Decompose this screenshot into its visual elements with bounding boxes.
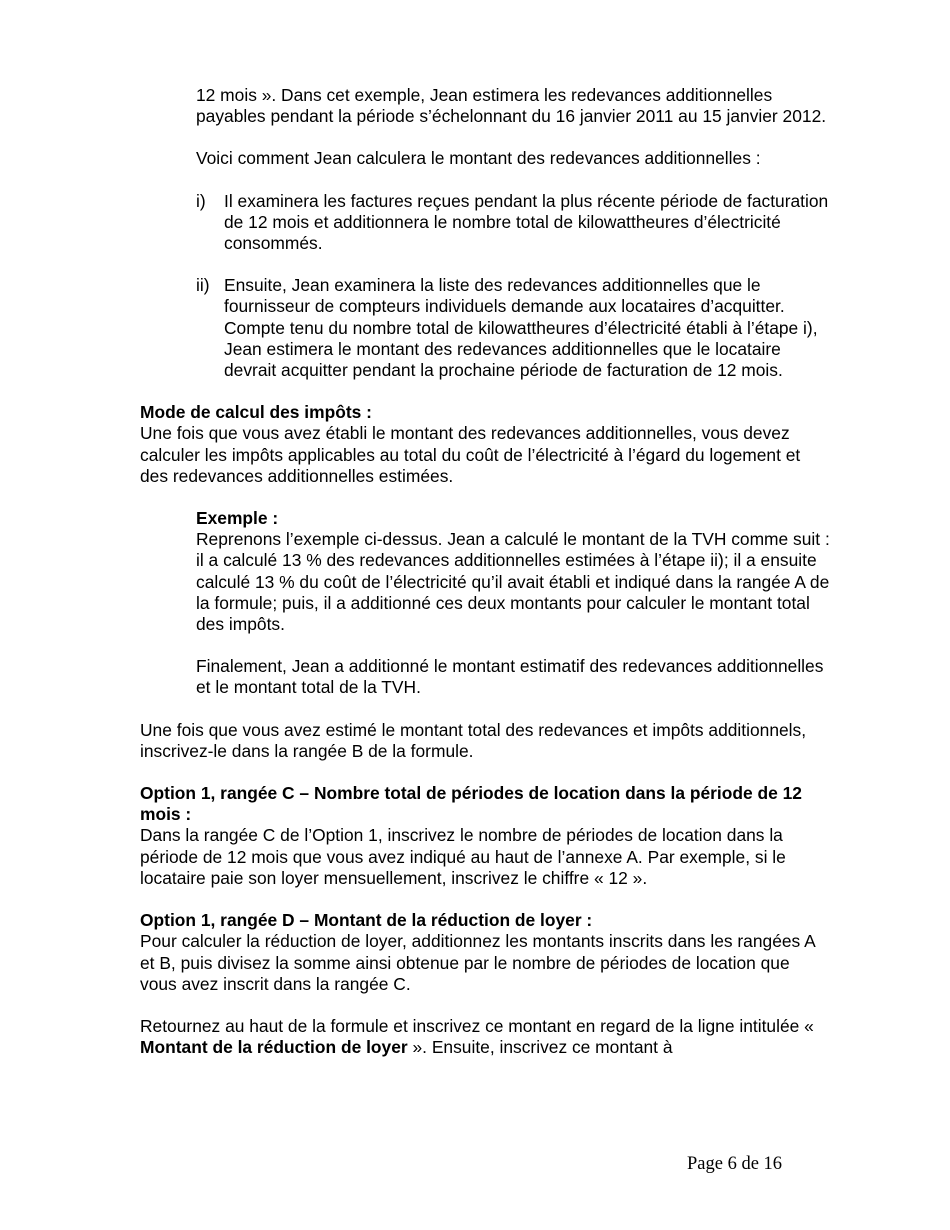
row-b-paragraph: Une fois que vous avez estimé le montant total des redevances et impôts additionnels, inscrivez-le dans la rangée B de la formule.: [140, 719, 807, 761]
list-item-text: Il examinera les factures reçues pendant la plus récente période de facturation de 12 mois et additionnera le nombre total de kilowattheures d’électricité consommés.: [224, 190, 829, 254]
paragraph-intro: 12 mois ». Dans cet exemple, Jean estimera les redevances additionnelles payables pendant la période s’échelonnant du 16 janvier 2011 au 15 janvier 2012.: [196, 85, 827, 127]
list-marker: i): [196, 190, 206, 211]
list-item-text: Ensuite, Jean examinera la liste des redevances additionnelles que le fournisseur de compteurs individuels demande aux locataires d’acquitter. Compte tenu du nombre total de kilowattheures d’électricité établi à l’étape i), Jean estimera le montant des redevances additionnelles que le locataire devrait acquitter pendant la prochaine période de facturation de 12 mois.: [224, 275, 818, 381]
example-heading: Exemple :: [196, 508, 279, 529]
paragraph-calculation-intro: Voici comment Jean calculera le montant des redevances additionnelles :: [196, 148, 761, 169]
row-d-paragraph: Pour calculer la réduction de loyer, additionnez les montants inscrits dans les rangées A et B, puis divisez la somme ainsi obtenue par le nombre de périodes de location que vous avez inscrit dans la rangée C.: [140, 931, 815, 994]
page-number: Page 6 de 16: [687, 1154, 783, 1174]
list-item: [196, 275, 830, 381]
closing-text-start: Retournez au haut de la formule et inscrivez ce montant en regard de la ligne intitulée «: [140, 1015, 814, 1036]
closing-bold-label: Montant de la réduction de loyer: [140, 1037, 408, 1058]
example-final-paragraph: Finalement, Jean a additionné le montant estimatif des redevances additionnelles et le montant total de la TVH.: [196, 656, 824, 698]
page-content: [140, 85, 830, 1058]
list-marker: ii): [196, 275, 210, 296]
closing-text-end: ». Ensuite, inscrivez ce montant à: [407, 1037, 673, 1058]
list-item: [196, 191, 830, 255]
tax-paragraph: Une fois que vous avez établi le montant des redevances additionnelles, vous devez calculer les impôts applicables au total du coût de l’électricité à l’égard du logement et des redevances additionnelles estimées.: [140, 423, 801, 486]
row-c-heading: Option 1, rangée C – Nombre total de périodes de location dans la période de 12 mois :: [140, 783, 802, 825]
tax-heading: Mode de calcul des impôts :: [140, 402, 372, 423]
row-d-heading: Option 1, rangée D – Montant de la réduction de loyer :: [140, 910, 593, 931]
row-c-paragraph: Dans la rangée C de l’Option 1, inscrivez le nombre de périodes de location dans la période de 12 mois que vous avez indiqué au haut de l’annexe A. Par exemple, si le locataire paie son loyer mensuellement, inscrivez le chiffre « 12 ».: [140, 825, 786, 888]
closing-paragraph: [140, 1016, 830, 1058]
example-paragraph: Reprenons l’exemple ci-dessus. Jean a calculé le montant de la TVH comme suit : il a calculé 13 % des redevances additionnelles estimées à l’étape ii); il a ensuite calculé 13 % du coût de l’électricité qu’il avait établi et indiqué dans la rangée A de la formule; puis, il a additionné ces deux montants pour calculer le montant total des impôts.: [196, 529, 830, 635]
